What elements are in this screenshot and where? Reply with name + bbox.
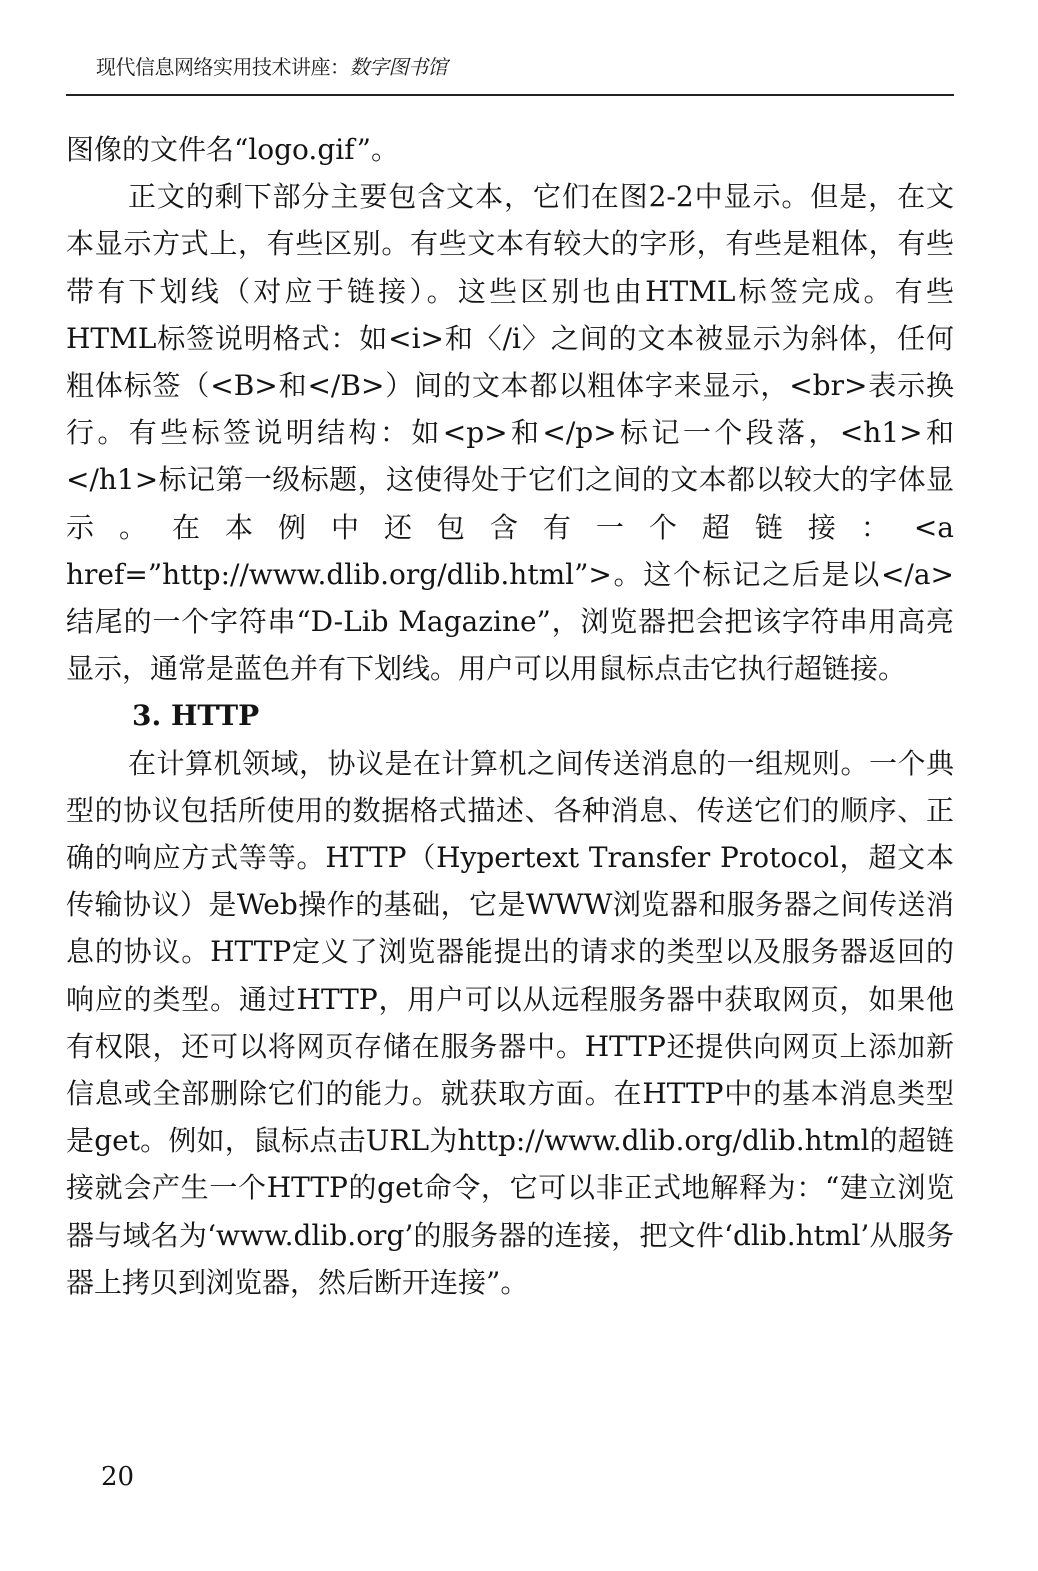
series-title: 现代信息网络实用技术讲座： — [96, 55, 350, 79]
paragraph-http-protocol: 在计算机领域，协议是在计算机之间传送消息的一组规则。一个典型的协议包括所使用的数据格式描述、各种消息、传送它们的顺序、正确的响应方式等等。HTTP（Hypertext Transfer Protocol，超文本传输协议）是Web操作的基础，它是WWW浏览器和服务器之间传送消息的协议。HTTP定义了浏览器能提出的请求的类型以及服务器返回的响应的类型。通过HTTP，用户可以从远程服务器中获取网页，如果他有权限，还可以将网页存储在服务器中。HTTP还提供向网页上添加新信息或全部删除它们的能力。就获取方面。在HTTP中的基本消息类型是get。例如，鼠标点击URL为http://www.dlib.org/dlib.html的超链接就会产生一个HTTP的get命令，它可以非正式地解释为：“建立浏览器与域名为‘www.dlib.org’的服务器的连接，把文件‘dlib.html’从服务器上拷贝到浏览器，然后断开连接”。 — [66, 746, 954, 1299]
paragraph-continuation: 图像的文件名“logo.gif”。 — [66, 133, 399, 166]
section-heading-http: 3. HTTP — [132, 699, 260, 733]
running-header — [96, 52, 447, 82]
page-number: 20 — [101, 1462, 135, 1492]
body-text — [66, 126, 954, 1306]
header-rule — [66, 94, 954, 96]
paragraph-html-tags: 正文的剩下部分主要包含文本，它们在图2-2中显示。但是，在文本显示方式上，有些区别。有些文本有较大的字形，有些是粗体，有些带有下划线（对应于链接）。这些区别也由HTML标签完成。有些HTML标签说明格式：如<i>和〈/i〉之间的文本被显示为斜体，任何粗体标签（<B>和</B>）间的文本都以粗体字来显示，<br>表示换行。有些标签说明结构：如<p>和</p>标记一个段落，<h1>和</h1>标记第一级标题，这使得处于它们之间的文本都以较大的字体显示。在本例中还包含有一个超链接：<a href=”http://www.dlib.org/dlib.html”>。这个标记之后是以</a>结尾的一个字符串“D-Lib Magazine”，浏览器把会把该字符串用高亮显示，通常是蓝色并有下划线。用户可以用鼠标点击它执行超链接。 — [66, 180, 954, 686]
topic-title: 数字图书馆 — [349, 55, 447, 79]
